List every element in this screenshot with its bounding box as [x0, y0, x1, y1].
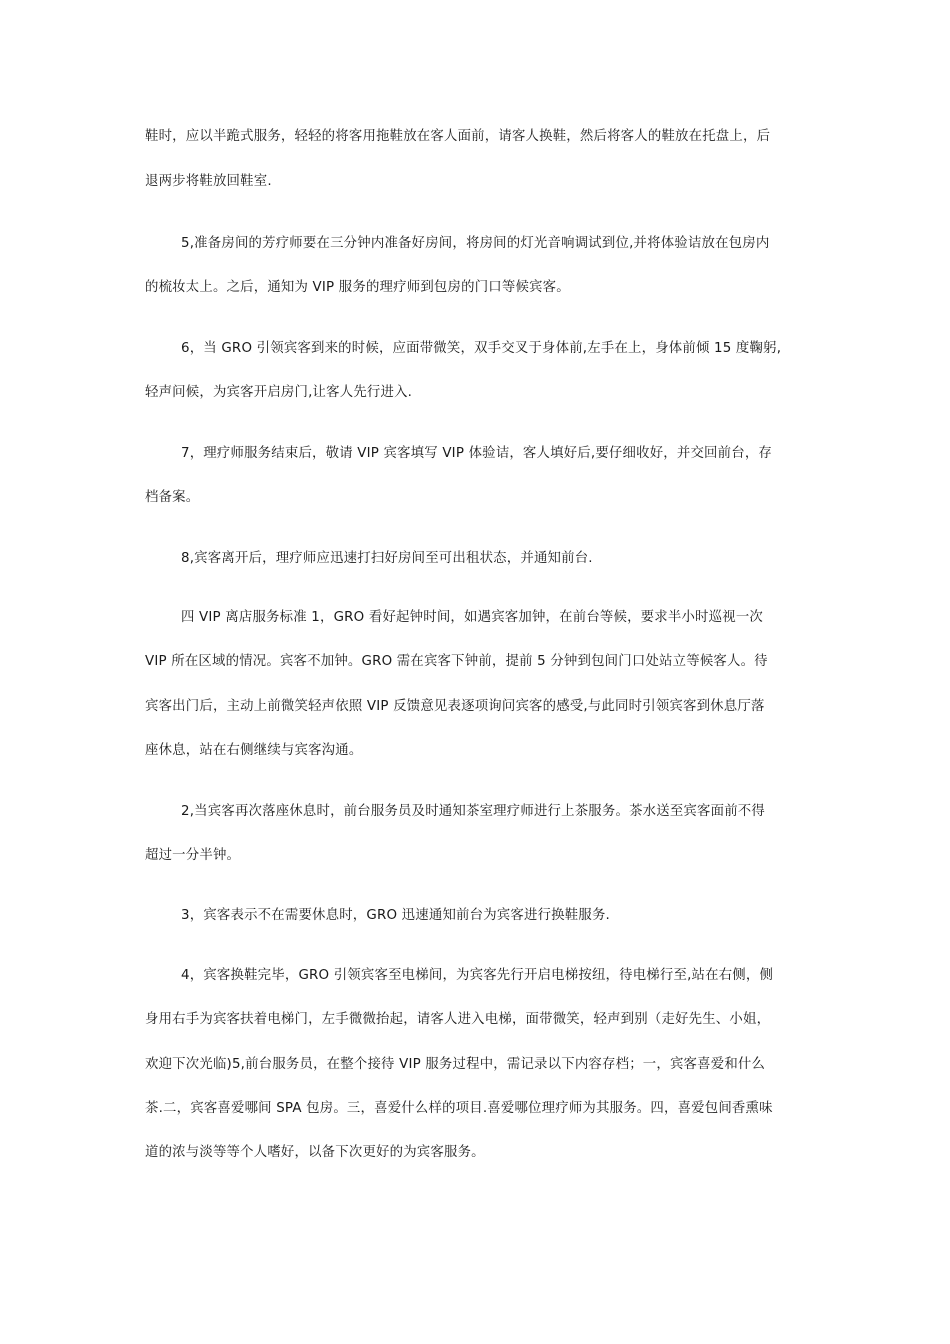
text-line: 退两步将鞋放回鞋室.	[145, 174, 272, 189]
text-line: 的梳妆太上。之后，通知为 VIP 服务的理疗师到包房的门口等候宾客。	[145, 280, 570, 295]
text-line: 宾客出门后，主动上前微笑轻声依照 VIP 反馈意见表逐项询问宾客的感受,与此同时引领宾客到休息厅落	[145, 699, 765, 714]
text-line: 欢迎下次光临)5,前台服务员，在整个接待 VIP 服务过程中，需记录以下内容存档；一，宾客喜爱和什么	[145, 1057, 766, 1072]
text-line: 5,准备房间的芳疗师要在三分钟内准备好房间，将房间的灯光音响调试到位,并将体验诘放在包房内	[181, 236, 770, 251]
text-line: 道的浓与淡等等个人嗜好，以备下次更好的为宾客服务。	[145, 1145, 485, 1160]
text-line: 档备案。	[145, 490, 200, 505]
text-line: 7，理疗师服务结束后，敬请 VIP 宾客填写 VIP 体验诘，客人填好后,要仔细收好，并交回前台，存	[181, 446, 773, 461]
text-line: 6，当 GRO 引领宾客到来的时候，应面带微笑，双手交叉于身体前,左手在上，身体前倾 15 度鞠躬,	[181, 341, 782, 356]
text-line: 座休息，站在右侧继续与宾客沟通。	[145, 743, 363, 758]
text-line: VIP 所在区域的情况。宾客不加钟。GRO 需在宾客下钟前，提前 5 分钟到包间门口处站立等候客人。待	[145, 654, 768, 669]
text-line: 3，宾客表示不在需要休息时，GRO 迅速通知前台为宾客进行换鞋服务.	[181, 908, 610, 923]
text-line: 超过一分半钟。	[145, 848, 241, 863]
text-line: 身用右手为宾客扶着电梯门，左手微微抬起，请客人进入电梯，面带微笑，轻声到别（走好先生、小姐，	[145, 1012, 771, 1027]
text-line: 4，宾客换鞋完毕，GRO 引领宾客至电梯间，为宾客先行开启电梯按纽，待电梯行至,站在右侧，侧	[181, 968, 774, 983]
text-line: 四 VIP 离店服务标准 1，GRO 看好起钟时间，如遇宾客加钟，在前台等候，要求半小时巡视一次	[181, 610, 764, 625]
text-line: 茶.二，宾客喜爱哪间 SPA 包房。三，喜爱什么样的项目.喜爱哪位理疗师为其服务。四，喜爱包间香熏味	[145, 1101, 773, 1116]
text-line: 轻声问候，为宾客开启房门,让客人先行进入.	[145, 385, 413, 400]
text-line: 8,宾客离开后，理疗师应迅速打扫好房间至可出租状态，并通知前台.	[181, 551, 593, 566]
text-line: 鞋时，应以半跪式服务，轻轻的将客用拖鞋放在客人面前，请客人换鞋，然后将客人的鞋放在托盘上，后	[145, 129, 771, 144]
text-line: 2,当宾客再次落座休息时，前台服务员及时通知茶室理疗师进行上茶服务。茶水送至宾客面前不得	[181, 804, 765, 819]
